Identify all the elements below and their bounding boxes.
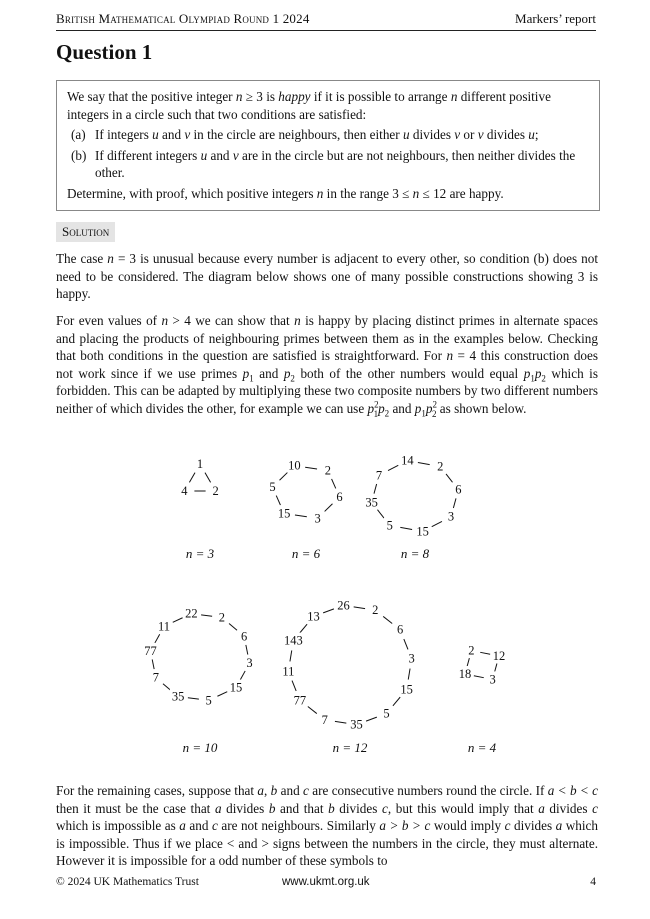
neighbour-link [432, 521, 442, 526]
circle-number: 1 [196, 457, 204, 471]
neighbour-link [280, 473, 288, 481]
circle-number: 2 [218, 610, 226, 625]
circle-number: 5 [269, 480, 276, 495]
neighbour-link [408, 669, 410, 680]
circle-number: 15 [400, 682, 413, 697]
circle-diagram [363, 453, 463, 561]
neighbour-link [217, 692, 227, 697]
diagram-label: n = 10 [182, 740, 218, 755]
solution-paragraph-1: The case n = 3 is unusual because every number is adjacent to every other, so condition (b) does not need to be considered. The diagram below shows one of many possible constructions showing 3 is happy. [56, 251, 598, 302]
diagrams-svg [0, 430, 650, 770]
neighbour-link [374, 484, 377, 494]
solution-paragraph-3: For the remaining cases, suppose that a, b and c are consecutive numbers round the circle. If a < b < c then it must be the case that a divides b and that b divides c, but this would imply that a divides c which is impossible as a and c are not neighbours. Similarly a > b > c would imply c divides a which is impossible. Thus if we place < and > signs between the numbers in the circle, they must alternate. However it is impossible for a odd number of these symbols to [56, 783, 599, 869]
neighbour-link [163, 684, 171, 691]
question-determine: Determine, with proof, which positive integers n in the range 3 ≤ n ≤ 12 are happy. [67, 185, 504, 201]
diagram-label: n = 6 [291, 546, 321, 561]
circle-number: 14 [401, 453, 414, 468]
neighbour-link [404, 639, 408, 649]
circle-number: 3 [314, 511, 321, 526]
page-header [56, 10, 596, 31]
footer-page-number: 4 [590, 876, 596, 888]
neighbour-link [418, 462, 430, 464]
circle-number: 3 [408, 651, 415, 666]
neighbour-link [246, 645, 248, 655]
circle-number: 5 [205, 693, 212, 708]
circle-number: 6 [455, 482, 462, 497]
circle-number: 12 [492, 648, 506, 663]
circle-number: 3 [246, 656, 253, 671]
circle-number: 2 [324, 463, 331, 478]
circle-number: 3 [447, 509, 455, 524]
circle-number: 4 [181, 484, 188, 498]
neighbour-link [325, 504, 333, 512]
footer-copyright: © 2024 UK Mathematics Trust [56, 876, 199, 888]
neighbour-link [308, 707, 317, 714]
circle-number: 143 [283, 633, 303, 648]
diagram-label: n = 4 [467, 740, 497, 755]
circle-number: 13 [307, 609, 320, 624]
circle-diagram [267, 458, 345, 561]
circle-number: 26 [337, 598, 350, 613]
neighbour-link [495, 663, 497, 671]
circle-number: 7 [152, 670, 159, 685]
neighbour-link [189, 473, 195, 483]
circle-number: 35 [171, 689, 185, 704]
neighbour-link [400, 527, 412, 529]
neighbour-link [388, 465, 398, 470]
neighbour-link [152, 659, 154, 669]
neighbour-link [173, 618, 183, 623]
circle-number: 11 [282, 664, 295, 679]
circle-number: 7 [321, 712, 328, 727]
circle-number: 35 [350, 717, 363, 732]
circle-diagram [457, 643, 507, 755]
circle-number: 77 [144, 643, 157, 658]
neighbour-link [335, 721, 346, 723]
neighbour-link [155, 634, 160, 643]
diagram-label: n = 12 [332, 740, 368, 755]
circle-number: 2 [372, 603, 379, 618]
circle-diagram [179, 456, 221, 561]
header-report-label: Markers’ report [515, 11, 596, 26]
neighbour-link [377, 510, 384, 518]
neighbour-link [205, 473, 211, 483]
circle-number: 6 [241, 629, 248, 644]
neighbour-link [383, 616, 392, 623]
diagram-label: n = 8 [400, 546, 430, 561]
circle-number: 2 [468, 643, 475, 658]
neighbour-link [366, 717, 377, 721]
neighbour-link [393, 697, 400, 706]
neighbour-link [295, 515, 307, 517]
circle-number: 22 [185, 606, 198, 621]
neighbour-link [240, 671, 245, 680]
header-title: British Mathematical Olympiad Round 1 2024 [56, 11, 310, 26]
condition-b: (b) If different integers u and v are in the circle but are not neighbours, then neither divides the other. [71, 147, 576, 180]
neighbour-link [290, 650, 292, 661]
neighbour-link [354, 607, 365, 609]
neighbour-link [467, 658, 469, 666]
condition-a: (a) If integers u and v in the circle are neighbours, then either u divides v or v divides u; [71, 127, 539, 142]
footer-website: www.ukmt.org.uk [282, 876, 370, 888]
neighbour-link [300, 624, 307, 633]
neighbour-link [201, 615, 212, 616]
circle-number: 3 [489, 672, 496, 687]
circle-number: 35 [365, 495, 378, 510]
circle-number: 77 [293, 693, 307, 708]
circle-number: 7 [375, 468, 383, 483]
circle-number: 5 [383, 706, 390, 721]
circle-diagram [142, 606, 255, 755]
circle-number: 6 [397, 622, 404, 637]
circle-number: 2 [437, 459, 444, 474]
circle-number: 2 [212, 484, 219, 498]
question-box [56, 80, 600, 211]
page-footer [56, 876, 596, 894]
neighbour-link [229, 623, 237, 630]
circle-number: 15 [277, 506, 291, 521]
neighbour-link [305, 467, 317, 469]
question-title: Question 1 [56, 40, 153, 64]
happy-circle-diagrams [0, 430, 650, 770]
neighbour-link [332, 479, 336, 488]
neighbour-link [188, 698, 199, 699]
question-intro: We say that the positive integer n ≥ 3 is happy if it is possible to arrange n different positive integers in a circle such that two conditions are satisfied: [67, 89, 551, 122]
neighbour-link [474, 676, 484, 678]
neighbour-link [453, 498, 456, 508]
neighbour-link [446, 474, 453, 482]
circle-number: 15 [416, 524, 429, 539]
circle-number: 15 [229, 680, 243, 695]
circle-number: 11 [158, 619, 171, 634]
solution-heading: Solution [56, 222, 115, 242]
circle-number: 6 [336, 489, 343, 504]
circle-diagram [280, 597, 417, 755]
neighbour-link [323, 609, 334, 613]
neighbour-link [276, 496, 280, 505]
solution-paragraph-2: For even values of n > 4 we can show that n is happy by placing distinct primes in alternate spaces and placing the products of neighbouring primes between them as in the examples below. Checking that both conditions in the question are satisfied is straightforward. For n = 4 this construction does not work since if we use primes $p_1$ and $p_2$ both of the other numbers would equal $p_1p_2$ which is forbidden. This can be adapted by multiplying these two composite numbers by two different numbers neither of which divides the other, for example we can use $p^2_1p_2$ and $p_1p^2_2$ as shown below. [56, 313, 599, 419]
diagram-label: n = 3 [185, 546, 215, 561]
neighbour-link [480, 652, 490, 654]
neighbour-link [292, 681, 296, 691]
circle-number: 18 [458, 667, 472, 682]
circle-number: 10 [288, 458, 301, 473]
circle-number: 5 [386, 518, 393, 533]
